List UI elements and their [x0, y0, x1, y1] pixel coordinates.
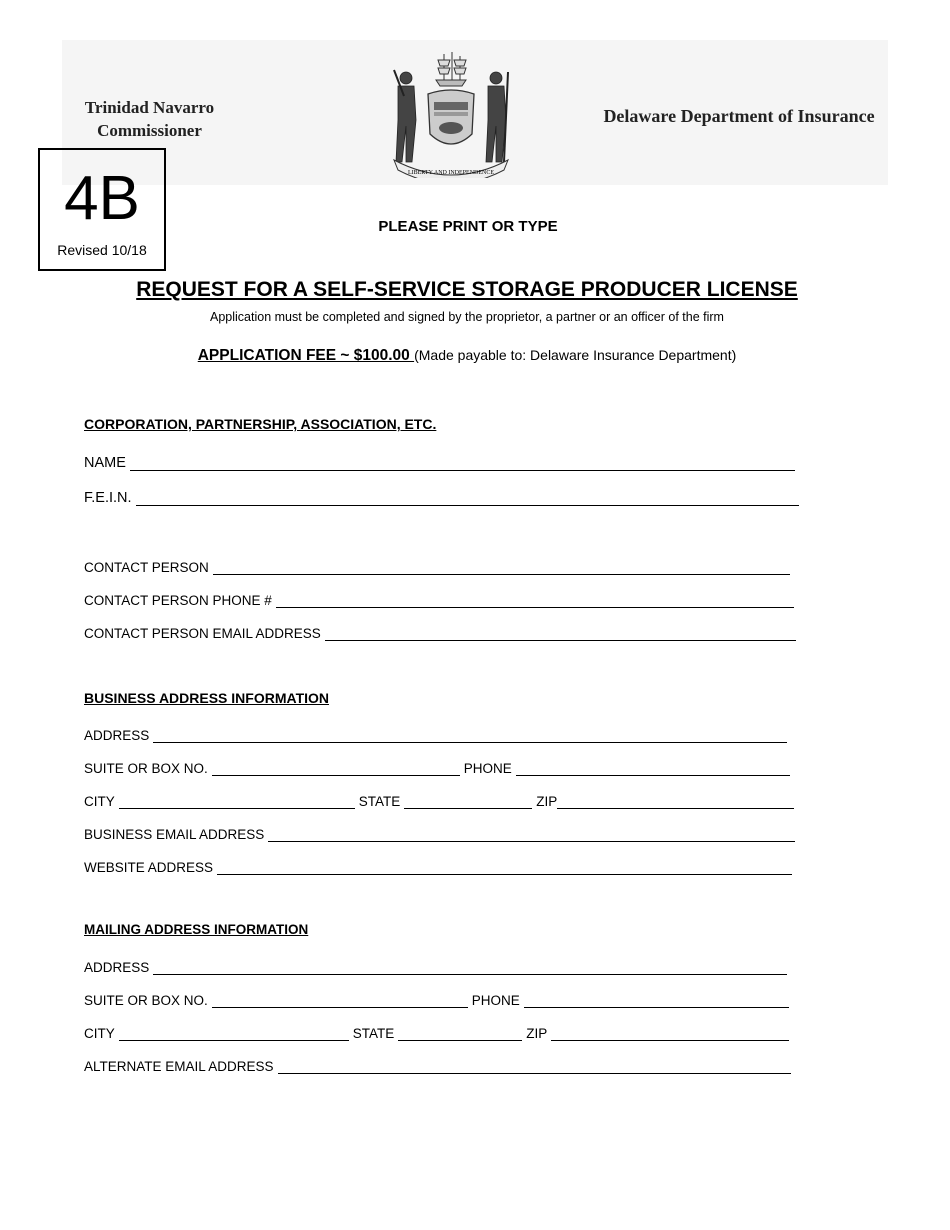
mailing-phone-field[interactable] — [524, 993, 789, 1008]
alternate-email-row — [84, 1054, 791, 1074]
business-email-field[interactable] — [268, 827, 795, 842]
contact-email-label: CONTACT PERSON EMAIL ADDRESS — [84, 626, 321, 641]
business-suite-field[interactable] — [212, 761, 460, 776]
contact-email-row — [84, 621, 796, 641]
contact-person-label: CONTACT PERSON — [84, 560, 209, 575]
business-suite-label: SUITE OR BOX NO. — [84, 761, 208, 776]
contact-person-row — [84, 555, 790, 575]
corporation-heading: CORPORATION, PARTNERSHIP, ASSOCIATION, ETC. — [84, 416, 437, 432]
business-suite-row — [84, 756, 790, 776]
mailing-address-field[interactable] — [153, 960, 787, 975]
contact-phone-row — [84, 588, 794, 608]
mailing-suite-field[interactable] — [212, 993, 468, 1008]
mailing-city-field[interactable] — [119, 1026, 349, 1041]
business-city-row — [84, 789, 794, 809]
business-email-label: BUSINESS EMAIL ADDRESS — [84, 827, 265, 842]
seal-motto: LIBERTY AND INDEPENDENCE — [407, 170, 495, 176]
contact-person-field[interactable] — [213, 560, 790, 575]
mailing-city-label: CITY — [84, 1026, 115, 1041]
alternate-email-field[interactable] — [278, 1059, 791, 1074]
commissioner-block — [62, 96, 237, 142]
name-row — [84, 451, 795, 471]
business-city-label: CITY — [84, 794, 115, 809]
mailing-heading: MAILING ADDRESS INFORMATION — [84, 922, 309, 937]
business-address-field[interactable] — [153, 728, 787, 743]
business-zip-field[interactable] — [557, 794, 794, 809]
mailing-suite-row — [84, 988, 789, 1008]
alternate-email-label: ALTERNATE EMAIL ADDRESS — [84, 1059, 274, 1074]
business-zip-label: ZIP — [536, 794, 558, 809]
name-label: NAME — [84, 455, 126, 471]
mailing-zip-label: ZIP — [526, 1026, 548, 1041]
business-state-label: STATE — [358, 794, 401, 809]
mailing-phone-label: PHONE — [471, 993, 520, 1008]
form-subtitle: Application must be completed and signed by the proprietor, a partner or an officer of the firm — [210, 310, 724, 324]
website-field[interactable] — [217, 860, 792, 875]
website-row — [84, 855, 792, 875]
fein-field[interactable] — [136, 491, 799, 506]
contact-email-field[interactable] — [325, 626, 796, 641]
name-field[interactable] — [130, 456, 795, 471]
business-phone-label: PHONE — [463, 761, 512, 776]
mailing-address-row — [84, 955, 787, 975]
fein-row — [84, 486, 799, 506]
print-instruction: PLEASE PRINT OR TYPE — [378, 218, 558, 235]
mailing-zip-field[interactable] — [551, 1026, 789, 1041]
business-heading: BUSINESS ADDRESS INFORMATION — [84, 690, 330, 706]
mailing-state-field[interactable] — [398, 1026, 522, 1041]
business-state-field[interactable] — [404, 794, 532, 809]
form-number-box — [38, 148, 166, 271]
business-city-field[interactable] — [119, 794, 355, 809]
business-email-row — [84, 822, 795, 842]
commissioner-name: Trinidad Navarro — [84, 98, 215, 117]
mailing-city-row — [84, 1021, 789, 1041]
form-code: 4B — [64, 164, 140, 233]
delaware-state-seal-icon — [386, 50, 516, 178]
application-fee: APPLICATION FEE ~ $100.00 — [197, 347, 415, 364]
fee-line — [100, 347, 834, 365]
form-title: REQUEST FOR A SELF-SERVICE STORAGE PRODUCER LICENSE — [136, 278, 798, 301]
website-label: WEBSITE ADDRESS — [84, 860, 214, 875]
fee-payee-note: (Made payable to: Delaware Insurance Department) — [414, 347, 737, 363]
business-phone-field[interactable] — [516, 761, 790, 776]
business-address-row — [84, 723, 787, 743]
department-name: Delaware Department of Insurance — [603, 106, 875, 126]
revision-date: Revised 10/18 — [57, 242, 147, 258]
fein-label: F.E.I.N. — [84, 490, 132, 506]
mailing-suite-label: SUITE OR BOX NO. — [84, 993, 208, 1008]
commissioner-title: Commissioner — [97, 121, 202, 140]
mailing-state-label: STATE — [352, 1026, 395, 1041]
contact-phone-label: CONTACT PERSON PHONE # — [84, 593, 272, 608]
business-address-label: ADDRESS — [84, 728, 150, 743]
mailing-address-label: ADDRESS — [84, 960, 150, 975]
contact-phone-field[interactable] — [276, 593, 794, 608]
